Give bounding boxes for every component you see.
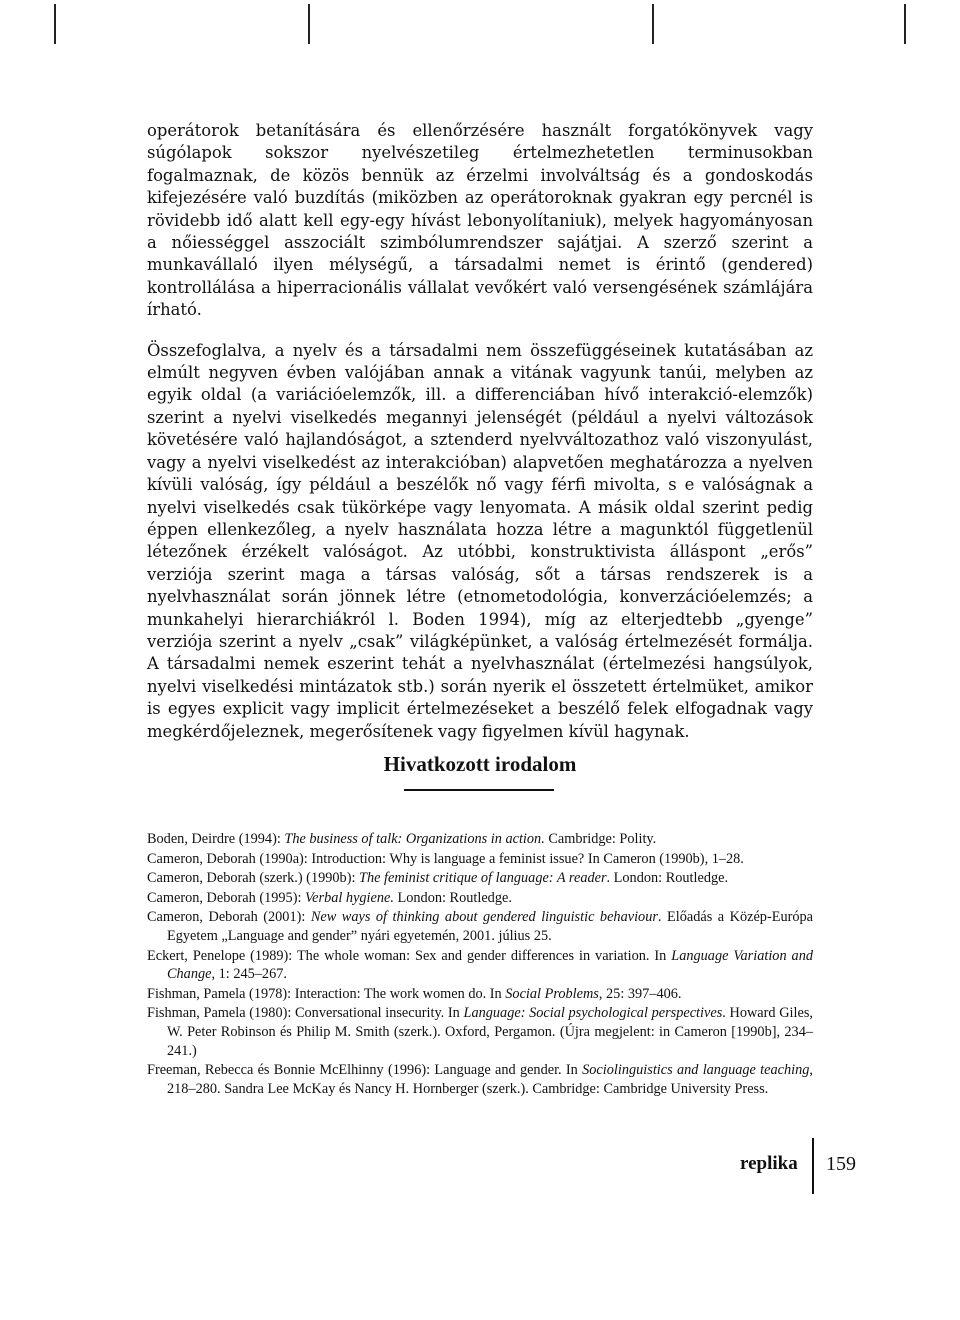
journal-name: replika bbox=[740, 1153, 798, 1174]
article-body bbox=[147, 120, 813, 743]
reference-list bbox=[147, 830, 813, 1099]
reference-item: Cameron, Deborah (szerk.) (1990b): The feminist critique of language: A reader. London: Routledge. bbox=[147, 870, 729, 887]
reference-item: Cameron, Deborah (2001): New ways of thinking about gendered linguistic behaviour. Előadás a Közép-Európa Egyetem „Language and gender” nyári egyetemén, 2001. július 25. bbox=[147, 909, 814, 944]
body-paragraph: Összefoglalva, a nyelv és a társadalmi nem összefüggéseinek kutatásában az elmúlt negyven évben valójában annak a vitának vagyunk tanúi, melyben az egyik oldal (a variációelemzők, ill. a differenciában hívő interakció-elemzők) szerint a nyelvi viselkedés megannyi jelenségét (például a nyelvi változások követésére való hajlandóságot, a sztenderd nyelvváltozathoz való viszonyulást, vagy a nyelvi viselkedést az interakcióban) alapvetően meghatározza a nyelven kívüli valóság, így például a beszélők nő vagy férfi mivolta, s e valóságnak a nyelvi viselkedés csak tükörképe vagy lenyomata. A másik oldal szerint pedig éppen ellenkezőleg, a nyelv használata hozza létre a magunktól függetlenül létezőnek érzékelt valóságot. Az utóbbi, konstruktivista álláspont „erős” verziója szerint maga a társas valóság, sőt a társas rendszerek is a nyelvhasználat során jönnek létre (etnometodológia, konverzációelemzés; a munkahelyi hierarchiákról l. Boden 1994), míg az elterjedtebb „gyenge” verziója szerint a nyelv „csak” világképünket, a valóság értelmezését formálja. A társadalmi nemek eszerint tehát a nyelvhasználat (értelmezési hangsúlyok, nyelvi viselkedési mintázatok stb.) során nyerik el összetett értelmüket, amikor is egyes explicit vagy implicit értelmezéseket a beszélő felek elfogadnak vagy megkérdőjeleznek, megerősítenek vagy figyelmen kívül hagynak. bbox=[147, 340, 813, 741]
footer-divider bbox=[812, 1138, 814, 1194]
reference-item: Fishman, Pamela (1980): Conversational insecurity. In Language: Social psychological perspectives. Howard Giles, W. Peter Robinson és Philip M. Smith (szerk.). Oxford, Pergamon. (Újra megjelent: in Cameron [1990b], 234–241.) bbox=[147, 1005, 813, 1059]
reference-item: Fishman, Pamela (1978): Interaction: The work women do. In Social Problems, 25: 397–406. bbox=[147, 985, 682, 1002]
body-paragraph: operátorok betanítására és ellenőrzésére használt forgatókönyvek vagy súgólapok sokszor nyelvészetileg értelmezhetetlen terminusokban fogalmaznak, de közös bennük az érzelmi involváltság és a gondoskodás kifejezésére való buzdítás (miközben az operátoroknak gyakran egy percnél is rövidebb idő alatt kell egy-egy hívást lebonyolítaniuk), melyek hagyományosan a nőiességgel asszociált szimbólumrendszer sajátjai. A szerző szerint a munkavállaló ilyen mélységű, a társadalmi nemet is érintő (gendered) kontrollálása a hiperracionális vállalat vevőkért való versengésének számlájára írható. bbox=[147, 121, 813, 320]
reference-item: Boden, Deirdre (1994): The business of talk: Organizations in action. Cambridge: Polity. bbox=[147, 831, 657, 847]
heading-underline bbox=[404, 789, 554, 791]
crop-mark bbox=[652, 4, 654, 44]
reference-item: Cameron, Deborah (1990a): Introduction: Why is language a feminist issue? In Cameron (1990b), 1–28. bbox=[147, 850, 744, 867]
reference-item: Eckert, Penelope (1989): The whole woman: Sex and gender differences in variation. In Language Variation and Change, 1: 245–267. bbox=[147, 947, 813, 983]
reference-item: Freeman, Rebecca és Bonnie McElhinny (1996): Language and gender. In Sociolinguistics and language teaching, 218–280. Sandra Lee McKay és Nancy H. Hornberger (szerk.). Cambridge: Cambridge University Press. bbox=[147, 1062, 813, 1097]
crop-mark bbox=[54, 4, 56, 44]
crop-mark bbox=[308, 4, 310, 44]
reference-item: Cameron, Deborah (1995): Verbal hygiene. London: Routledge. bbox=[147, 889, 512, 906]
references-heading: Hivatkozott irodalom bbox=[383, 752, 577, 776]
crop-mark bbox=[904, 4, 906, 44]
page-number: 159 bbox=[826, 1153, 856, 1175]
